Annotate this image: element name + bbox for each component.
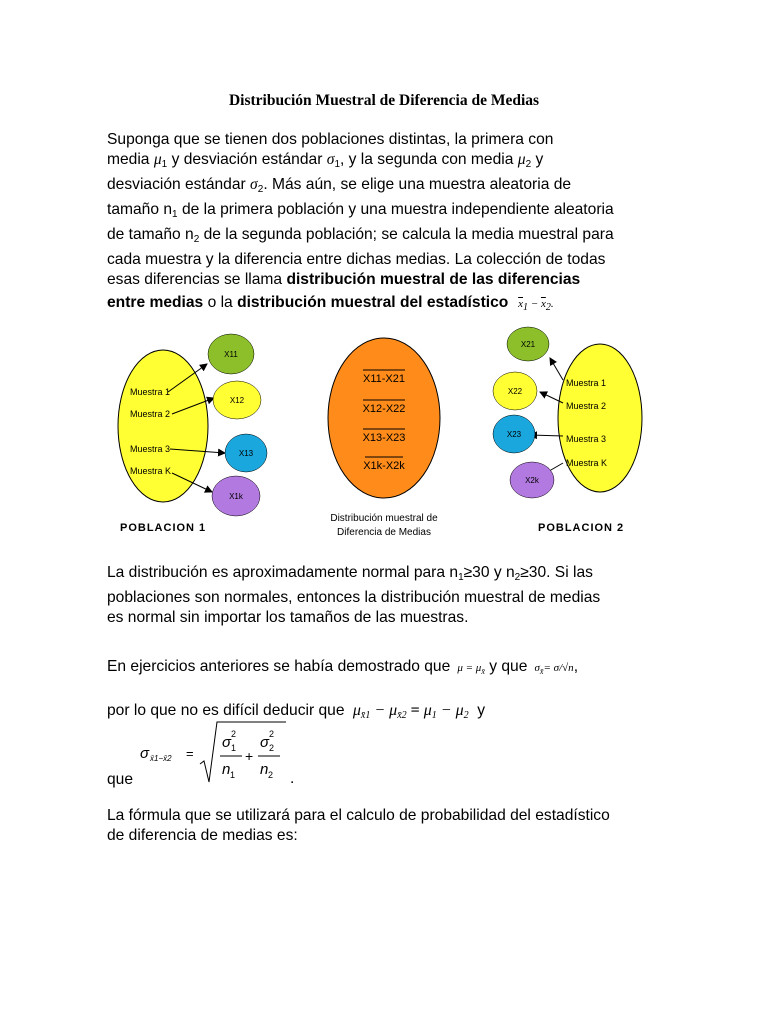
pop1-sample-label: Muestra K — [130, 466, 172, 476]
difference-label: X1k-X2k — [363, 460, 405, 472]
x1-minus-x2-formula: $\overline{x}_1 - \overline{x}_2$. — [518, 298, 554, 313]
pop1-mean-label: X1k — [229, 492, 243, 501]
svg-text:σ: σ — [222, 734, 232, 751]
pop1-sample-label: Muestra 1 — [130, 387, 171, 397]
pop2-mean-label: X22 — [507, 387, 523, 396]
mu-symbol: μ — [517, 151, 526, 168]
mu-equals-formula: $\mu = \mu_{x̄}$ — [454, 662, 485, 676]
svg-text:n: n — [222, 761, 231, 778]
mu-symbol: μ — [153, 151, 162, 168]
pop2-mean-label: X21 — [520, 340, 536, 349]
mu-difference-formula: $\mu_{x̄1} - \mu_{x̄2} = \mu_1 - \mu_2$ — [348, 702, 469, 721]
pop2-sample-label: Muestra 2 — [566, 401, 607, 411]
pop2-sample-label: Muestra 1 — [566, 378, 607, 388]
sigma-over-sqrt-n-formula: $\sigma_{x̄}= \sigma/√n$ — [531, 662, 574, 676]
pop1-sample-label: Muestra 3 — [130, 444, 171, 454]
intro-paragraph: Suponga que se tienen dos poblaciones distintas, la primera con media $\mu_1$ y desviación estándar $\sigma_1$, y la segunda con media $\mu_2$ y desviación estándar $\sigma_2$. Más aún, se elige una muestra aleatoria de tamaño $n_1$ de la primera población y una muestra independiente aleatoria de tamaño $n_2$ de la segunda población; se calcula la media muestral para cada muestra y la diferencia entre dichas medias. La colección de todas esas diferencias se llama distribución muestral de las diferencias entre medias o la distribución muestral del estadístico $\overline{x}_1 - \overline{x}_2$. — [107, 131, 614, 313]
difference-label: X12-X22 — [362, 403, 406, 415]
center-label-line2: Diferencia de Medias — [337, 527, 431, 538]
population-2-ellipse — [558, 344, 642, 492]
sigma-difference-formula — [140, 718, 310, 784]
sigma-symbol: σ — [326, 151, 335, 168]
svg-text:2: 2 — [268, 770, 274, 780]
difference-label: X11-X21 — [363, 373, 405, 385]
population-2-label: POBLACION 2 — [538, 522, 625, 534]
pop2-mean-label: X2k — [525, 476, 539, 485]
normality-paragraph: La distribución es aproximadamente normal para $n_1\ge 30$ y $n_2\ge 30$. Si las poblaciones son normales, entonces la distribución muestral de medias es normal sin importar los tamaños de las muestras. — [107, 564, 601, 626]
svg-text:σ: σ — [260, 734, 270, 751]
svg-text:σ: σ — [140, 745, 150, 762]
que-label: que — [107, 771, 134, 788]
pop1-mean-label: X11 — [224, 350, 238, 359]
svg-text:=: = — [186, 746, 194, 761]
sigma-symbol: σ — [250, 176, 258, 193]
pop2-sample-label: Muestra 3 — [566, 434, 607, 444]
formula-intro-paragraph: La fórmula que se utilizará para el calculo de probabilidad del estadístico de diferencia de medias es: — [107, 807, 610, 844]
difference-distribution-ellipse — [328, 338, 440, 498]
svg-text:2: 2 — [269, 729, 275, 739]
center-label-line1: Distribución muestral de — [330, 513, 438, 524]
deduction-line: por lo que no es difícil deducir que $\mu_{x̄1} - \mu_{x̄2} = \mu_1 - \mu_2$ y — [107, 702, 486, 721]
svg-text:2: 2 — [269, 743, 275, 753]
svg-text:2: 2 — [231, 729, 237, 739]
svg-text:+: + — [245, 748, 254, 764]
formula-period: . — [290, 770, 295, 787]
svg-text:1: 1 — [230, 770, 236, 780]
difference-label: X13-X23 — [362, 432, 406, 444]
pop2-mean-label: X23 — [506, 430, 522, 439]
population-1-label: POBLACION 1 — [120, 522, 207, 534]
svg-text:n: n — [260, 761, 269, 778]
pop1-mean-label: X12 — [229, 396, 245, 405]
pop1-sample-label: Muestra 2 — [130, 409, 171, 419]
sampling-diagram — [0, 320, 768, 560]
pop1-mean-label: X13 — [238, 449, 254, 458]
svg-text:1: 1 — [231, 743, 237, 753]
previous-result-line: En ejercicios anteriores se había demostrado que $\mu = \mu_{x̄}$ y que $\sigma_{x̄}= \sigma/√n$, — [107, 658, 579, 676]
page-title: Distribución Muestral de Diferencia de Medias — [228, 92, 540, 109]
pop2-sample-label: Muestra K — [566, 458, 608, 468]
svg-text:x̄1−x̄2: x̄1−x̄2 — [150, 754, 172, 763]
